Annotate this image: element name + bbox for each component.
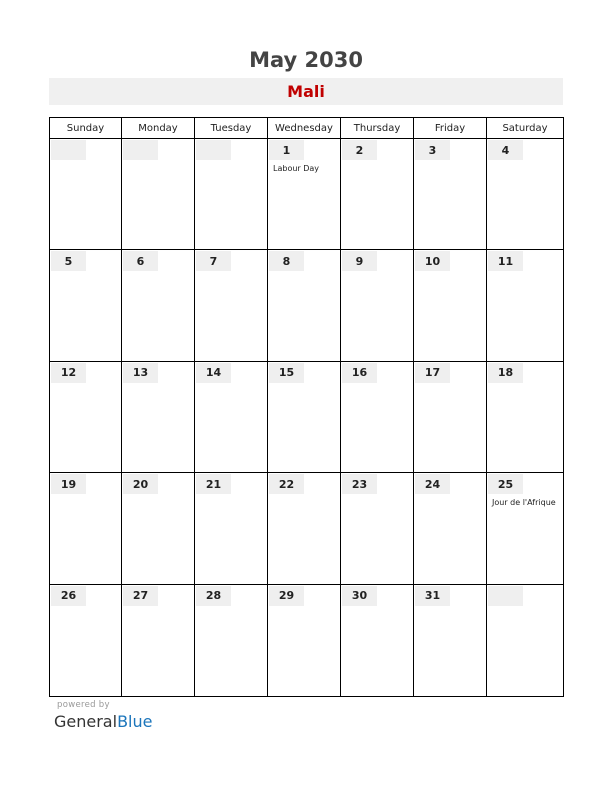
date-number-box: [51, 586, 86, 606]
day-cell: [341, 473, 414, 584]
weekday-header-saturday: Saturday: [487, 118, 563, 139]
date-number-box: [123, 140, 158, 160]
day-cell: [122, 250, 195, 361]
generalblue-logo[interactable]: [54, 712, 152, 731]
date-number-box: [415, 363, 450, 383]
date-number-box: [51, 363, 86, 383]
date-number-box: [123, 363, 158, 383]
day-cell: [414, 473, 487, 584]
date-number-box: [269, 586, 304, 606]
empty-day-cell: [50, 139, 122, 250]
date-number: 13: [132, 366, 149, 380]
day-cell: [341, 585, 414, 696]
date-number: 12: [60, 366, 77, 380]
date-number: 26: [60, 589, 77, 603]
day-cell: [268, 362, 341, 473]
date-number: 3: [428, 143, 437, 157]
date-number: 16: [351, 366, 368, 380]
date-number-box: [196, 251, 231, 271]
day-cell: [50, 362, 122, 473]
date-number: 24: [424, 477, 441, 491]
empty-day-cell: [122, 139, 195, 250]
date-number-box: [123, 586, 158, 606]
date-number-box: [51, 140, 86, 160]
day-cell: [195, 585, 268, 696]
date-number: 30: [351, 589, 368, 603]
day-cell: [487, 139, 563, 250]
day-cell: [268, 585, 341, 696]
calendar-title: May 2030: [249, 48, 363, 72]
day-cell: [268, 473, 341, 584]
date-number-box: [342, 474, 377, 494]
day-cell: [414, 250, 487, 361]
day-cell: [487, 250, 563, 361]
date-number-box: [415, 140, 450, 160]
date-number-box: [342, 586, 377, 606]
date-number-box: [488, 586, 523, 606]
date-number-box: [488, 251, 523, 271]
date-number-box: [269, 474, 304, 494]
date-number-box: [123, 251, 158, 271]
date-number: 17: [424, 366, 441, 380]
weekday-header-sunday: Sunday: [50, 118, 122, 139]
country-banner: [49, 78, 563, 105]
date-number: 22: [278, 477, 295, 491]
date-number: 5: [64, 254, 73, 268]
powered-by-label: powered by: [57, 700, 110, 710]
date-number: 11: [497, 254, 514, 268]
date-number-box: [488, 474, 523, 494]
day-cell: [341, 250, 414, 361]
date-number: 31: [424, 589, 441, 603]
day-cell: [487, 473, 563, 584]
date-number: 23: [351, 477, 368, 491]
date-number-box: [269, 140, 304, 160]
day-cell: [268, 139, 341, 250]
date-number: 1: [282, 143, 291, 157]
date-number: 6: [136, 254, 145, 268]
date-number: 8: [282, 254, 291, 268]
date-number-box: [342, 251, 377, 271]
date-number: 18: [497, 366, 514, 380]
empty-day-cell: [487, 585, 563, 696]
date-number: 14: [205, 366, 222, 380]
date-number-box: [488, 140, 523, 160]
weekday-header-tuesday: Tuesday: [195, 118, 268, 139]
holiday-label: Labour Day: [273, 164, 320, 173]
date-number: 28: [205, 589, 222, 603]
day-cell: [50, 473, 122, 584]
date-number: 19: [60, 477, 77, 491]
date-number-box: [415, 586, 450, 606]
date-number-box: [196, 363, 231, 383]
date-number: 4: [501, 143, 510, 157]
date-number-box: [488, 363, 523, 383]
weekday-header-wednesday: Wednesday: [268, 118, 341, 139]
country-name: Mali: [287, 82, 325, 101]
day-cell: [341, 139, 414, 250]
date-number-box: [415, 474, 450, 494]
brand-general-text: General: [54, 712, 118, 731]
date-number-box: [342, 140, 377, 160]
date-number: 20: [132, 477, 149, 491]
day-cell: [341, 362, 414, 473]
date-number-box: [342, 363, 377, 383]
date-number-box: [123, 474, 158, 494]
date-number: 10: [424, 254, 441, 268]
date-number: 27: [132, 589, 149, 603]
date-number: 25: [497, 477, 514, 491]
weekday-header-thursday: Thursday: [341, 118, 414, 139]
date-number-box: [196, 586, 231, 606]
day-cell: [50, 585, 122, 696]
date-number: 29: [278, 589, 295, 603]
date-number-box: [51, 251, 86, 271]
day-cell: [487, 362, 563, 473]
day-cell: [414, 362, 487, 473]
date-number-box: [196, 474, 231, 494]
weekday-header-monday: Monday: [122, 118, 195, 139]
date-number-box: [269, 251, 304, 271]
calendar-grid: [49, 117, 564, 697]
date-number-box: [51, 474, 86, 494]
day-cell: [195, 362, 268, 473]
day-cell: [414, 585, 487, 696]
date-number: 15: [278, 366, 295, 380]
date-number: 21: [205, 477, 222, 491]
day-cell: [195, 473, 268, 584]
day-cell: [50, 250, 122, 361]
date-number-box: [269, 363, 304, 383]
empty-day-cell: [195, 139, 268, 250]
date-number: 9: [355, 254, 364, 268]
date-number-box: [415, 251, 450, 271]
day-cell: [268, 250, 341, 361]
date-number: 2: [355, 143, 364, 157]
day-cell: [195, 250, 268, 361]
date-number: 7: [209, 254, 218, 268]
day-cell: [122, 473, 195, 584]
date-number-box: [196, 140, 231, 160]
day-cell: [122, 362, 195, 473]
holiday-label: Jour de l'Afrique: [492, 498, 556, 508]
day-cell: [414, 139, 487, 250]
day-cell: [122, 585, 195, 696]
brand-blue-text: Blue: [117, 712, 153, 731]
weekday-header-friday: Friday: [414, 118, 487, 139]
